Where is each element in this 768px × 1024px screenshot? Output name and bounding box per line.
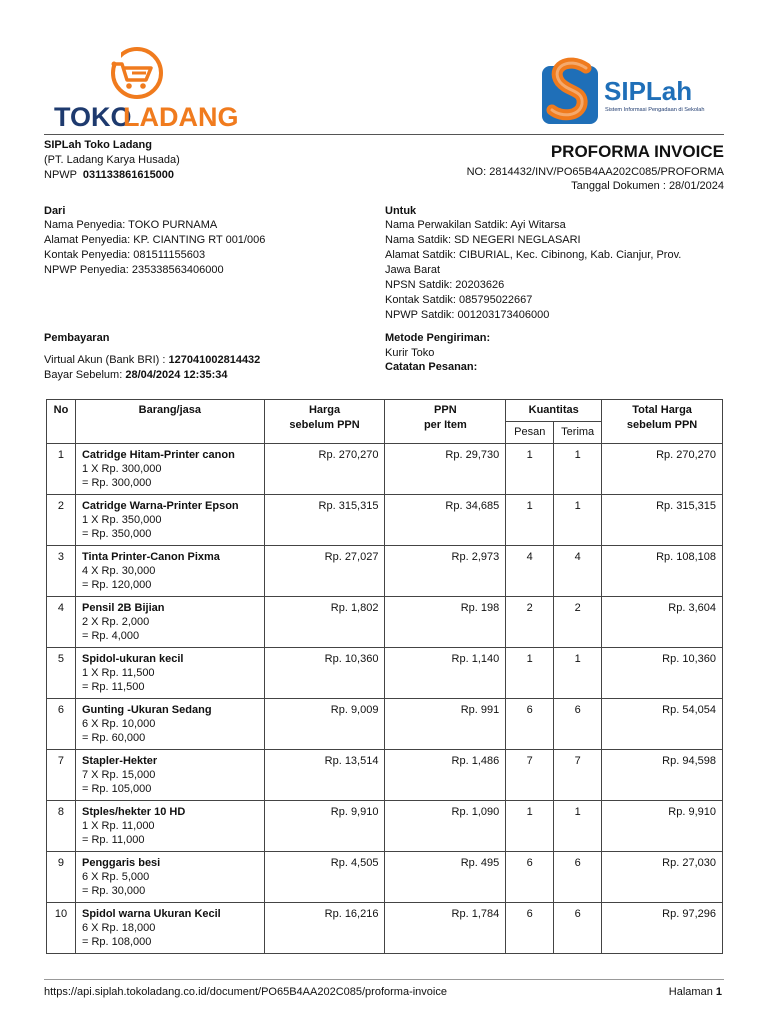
va-value: 127041002814432 — [168, 354, 261, 366]
table-row — [47, 648, 723, 699]
item-qty-line: 1 X Rp. 350,000 — [81, 514, 162, 526]
row-price: Rp. 10,360 — [264, 648, 385, 699]
to-line: Alamat Satdik: CIBURIAL, Kec. Cibinong, Kab. Cianjur, Prov. — [385, 249, 682, 261]
row-total: Rp. 27,030 — [602, 852, 723, 903]
item-name: Gunting -Ukuran Sedang — [81, 704, 212, 716]
row-item — [75, 546, 264, 597]
row-ppn: Rp. 1,140 — [385, 648, 506, 699]
header-no: No — [47, 400, 76, 444]
header-quantity: Kuantitas — [506, 400, 602, 422]
row-price: Rp. 270,270 — [264, 444, 385, 495]
table-row — [47, 801, 723, 852]
siplah-emblem-icon — [542, 63, 598, 124]
row-received: 2 — [554, 597, 602, 648]
seller-npwp — [44, 168, 174, 182]
item-sum-line: = Rp. 11,500 — [81, 681, 145, 693]
row-item — [75, 699, 264, 750]
item-name: Spidol warna Ukuran Kecil — [81, 908, 221, 920]
row-price: Rp. 1,802 — [264, 597, 385, 648]
row-received: 1 — [554, 801, 602, 852]
item-sum-line: = Rp. 11,000 — [81, 834, 145, 846]
row-ppn: Rp. 198 — [385, 597, 506, 648]
item-name: Stapler-Hekter — [81, 755, 158, 767]
item-sum-line: = Rp. 108,000 — [81, 936, 152, 948]
row-item — [75, 903, 264, 954]
row-ppn: Rp. 2,973 — [385, 546, 506, 597]
row-price: Rp. 9,009 — [264, 699, 385, 750]
item-sum-line: = Rp. 105,000 — [81, 783, 152, 795]
page-number: 1 — [715, 986, 722, 998]
payment-heading: Pembayaran — [44, 332, 110, 344]
item-name: Penggaris besi — [81, 857, 161, 869]
payment-due — [44, 368, 227, 382]
page-indicator — [669, 985, 722, 999]
row-total: Rp. 94,598 — [602, 750, 723, 801]
row-ppn: Rp. 1,486 — [385, 750, 506, 801]
table-row — [47, 750, 723, 801]
row-total: Rp. 108,108 — [602, 546, 723, 597]
to-line: NPWP Satdik: 001203173406000 — [385, 309, 550, 321]
row-ppn: Rp. 1,090 — [385, 801, 506, 852]
row-received: 4 — [554, 546, 602, 597]
item-sum-line: = Rp. 350,000 — [81, 528, 152, 540]
logo-text-toko: TOKO — [54, 102, 132, 132]
table-row — [47, 903, 723, 954]
tokoladang-logo — [52, 48, 239, 132]
row-order: 6 — [506, 903, 554, 954]
row-order: 2 — [506, 597, 554, 648]
row-order: 1 — [506, 801, 554, 852]
table-row — [47, 699, 723, 750]
item-sum-line: = Rp. 4,000 — [81, 630, 140, 642]
item-qty-line: 7 X Rp. 15,000 — [81, 769, 156, 781]
payment-virtual-account — [44, 353, 260, 367]
from-heading: Dari — [44, 205, 66, 217]
seller-npwp-value: 031133861615000 — [82, 169, 175, 181]
header-qty-received: Terima — [554, 422, 602, 444]
row-price: Rp. 13,514 — [264, 750, 385, 801]
row-no: 6 — [47, 699, 76, 750]
row-received: 1 — [554, 444, 602, 495]
item-sum-line: = Rp. 120,000 — [81, 579, 152, 591]
row-order: 1 — [506, 648, 554, 699]
due-value: 28/04/2024 12:35:34 — [125, 369, 228, 381]
row-total: Rp. 10,360 — [602, 648, 723, 699]
header-total-line1: Total Harga — [632, 404, 692, 416]
row-price: Rp. 315,315 — [264, 495, 385, 546]
row-received: 1 — [554, 648, 602, 699]
header-price — [264, 400, 385, 444]
item-qty-line: 6 X Rp. 10,000 — [81, 718, 156, 730]
header-ppn-line2: per Item — [423, 419, 467, 431]
item-sum-line: = Rp. 60,000 — [81, 732, 146, 744]
row-total: Rp. 9,910 — [602, 801, 723, 852]
items-table — [46, 399, 723, 954]
row-total: Rp. 54,054 — [602, 699, 723, 750]
item-qty-line: 1 X Rp. 300,000 — [81, 463, 162, 475]
table-header-row — [47, 400, 723, 422]
row-no: 8 — [47, 801, 76, 852]
header-ppn — [385, 400, 506, 444]
table-row — [47, 444, 723, 495]
seller-company: (PT. Ladang Karya Husada) — [44, 154, 180, 166]
header-price-line2: sebelum PPN — [289, 419, 360, 431]
row-total: Rp. 3,604 — [602, 597, 723, 648]
row-ppn: Rp. 29,730 — [385, 444, 506, 495]
item-sum-line: = Rp. 300,000 — [81, 477, 152, 489]
row-no: 5 — [47, 648, 76, 699]
item-name: Tinta Printer-Canon Pixma — [81, 551, 220, 563]
table-row — [47, 597, 723, 648]
row-no: 3 — [47, 546, 76, 597]
row-price: Rp. 16,216 — [264, 903, 385, 954]
table-row — [47, 495, 723, 546]
item-qty-line: 6 X Rp. 18,000 — [81, 922, 156, 934]
header-total-line2: sebelum PPN — [626, 419, 698, 431]
row-item — [75, 801, 264, 852]
row-ppn: Rp. 34,685 — [385, 495, 506, 546]
row-no: 1 — [47, 444, 76, 495]
row-order: 1 — [506, 495, 554, 546]
item-name: Catridge Hitam-Printer canon — [81, 449, 235, 461]
item-sum-line: = Rp. 30,000 — [81, 885, 146, 897]
seller-name: SIPLah Toko Ladang — [44, 139, 152, 151]
invoice-number: NO: 2814432/INV/PO65B4AA202C085/PROFORMA — [466, 166, 724, 178]
row-total: Rp. 315,315 — [602, 495, 723, 546]
row-item — [75, 444, 264, 495]
row-no: 9 — [47, 852, 76, 903]
shopping-cart-icon — [107, 49, 161, 97]
footer-divider — [44, 979, 724, 980]
order-notes-heading: Catatan Pesanan: — [385, 361, 478, 373]
row-item — [75, 750, 264, 801]
from-line: Kontak Penyedia: 081511155603 — [44, 249, 206, 261]
row-order: 6 — [506, 699, 554, 750]
siplah-logo-text: SIPLah — [604, 76, 693, 106]
row-item — [75, 597, 264, 648]
header-price-line1: Harga — [308, 404, 341, 416]
row-received: 6 — [554, 903, 602, 954]
row-price: Rp. 4,505 — [264, 852, 385, 903]
to-line: Nama Satdik: SD NEGERI NEGLASARI — [385, 234, 581, 246]
from-line: Alamat Penyedia: KP. CIANTING RT 001/006 — [44, 234, 266, 246]
item-qty-line: 1 X Rp. 11,000 — [81, 820, 155, 832]
row-price: Rp. 9,910 — [264, 801, 385, 852]
row-no: 7 — [47, 750, 76, 801]
from-line: Nama Penyedia: TOKO PURNAMA — [44, 219, 218, 231]
row-item — [75, 852, 264, 903]
item-name: Pensil 2B Bijian — [81, 602, 165, 614]
shipping-method: Kurir Toko — [385, 347, 435, 359]
document-url-link[interactable]: https://api.siplah.tokoladang.co.id/document/PO65B4AA202C085/proforma-invoice — [44, 986, 447, 998]
row-no: 10 — [47, 903, 76, 954]
row-no: 4 — [47, 597, 76, 648]
row-no: 2 — [47, 495, 76, 546]
to-line: Jawa Barat — [385, 264, 441, 276]
to-heading: Untuk — [385, 205, 417, 217]
siplah-logo — [538, 56, 726, 128]
header-divider — [44, 134, 724, 135]
header-qty-order: Pesan — [506, 422, 554, 444]
to-line: Kontak Satdik: 085795022667 — [385, 294, 533, 306]
header-item: Barang/jasa — [75, 400, 264, 444]
row-order: 4 — [506, 546, 554, 597]
row-price: Rp. 27,027 — [264, 546, 385, 597]
invoice-date: Tanggal Dokumen : 28/01/2024 — [571, 180, 724, 192]
row-ppn: Rp. 1,784 — [385, 903, 506, 954]
siplah-tagline: Sistem Informasi Pengadaan di Sekolah — [605, 107, 705, 113]
page-label: Halaman — [668, 986, 716, 998]
invoice-title: PROFORMA INVOICE — [550, 142, 724, 161]
item-qty-line: 1 X Rp. 11,500 — [81, 667, 155, 679]
row-order: 1 — [506, 444, 554, 495]
shipping-heading: Metode Pengiriman: — [385, 332, 491, 344]
logo-text-ladang: LADANG — [123, 102, 239, 132]
seller-npwp-label: NPWP — [44, 169, 77, 181]
to-line: Nama Perwakilan Satdik: Ayi Witarsa — [385, 219, 566, 231]
item-name: Stples/hekter 10 HD — [81, 806, 186, 818]
row-ppn: Rp. 991 — [385, 699, 506, 750]
row-received: 6 — [554, 852, 602, 903]
header-total — [602, 400, 723, 444]
from-line: NPWP Penyedia: 235338563406000 — [44, 264, 224, 276]
to-line: NPSN Satdik: 20203626 — [385, 279, 505, 291]
due-label: Bayar Sebelum: — [44, 369, 126, 381]
row-item — [75, 648, 264, 699]
row-order: 6 — [506, 852, 554, 903]
row-order: 7 — [506, 750, 554, 801]
item-qty-line: 2 X Rp. 2,000 — [81, 616, 150, 628]
item-qty-line: 4 X Rp. 30,000 — [81, 565, 156, 577]
row-ppn: Rp. 495 — [385, 852, 506, 903]
row-received: 6 — [554, 699, 602, 750]
item-name: Catridge Warna-Printer Epson — [81, 500, 239, 512]
row-received: 1 — [554, 495, 602, 546]
row-total: Rp. 97,296 — [602, 903, 723, 954]
row-item — [75, 495, 264, 546]
va-label: Virtual Akun (Bank BRI) : — [44, 354, 169, 366]
table-row — [47, 852, 723, 903]
header-ppn-line1: PPN — [434, 404, 457, 416]
item-qty-line: 6 X Rp. 5,000 — [81, 871, 150, 883]
table-row — [47, 546, 723, 597]
row-total: Rp. 270,270 — [602, 444, 723, 495]
row-received: 7 — [554, 750, 602, 801]
item-name: Spidol-ukuran kecil — [81, 653, 184, 665]
